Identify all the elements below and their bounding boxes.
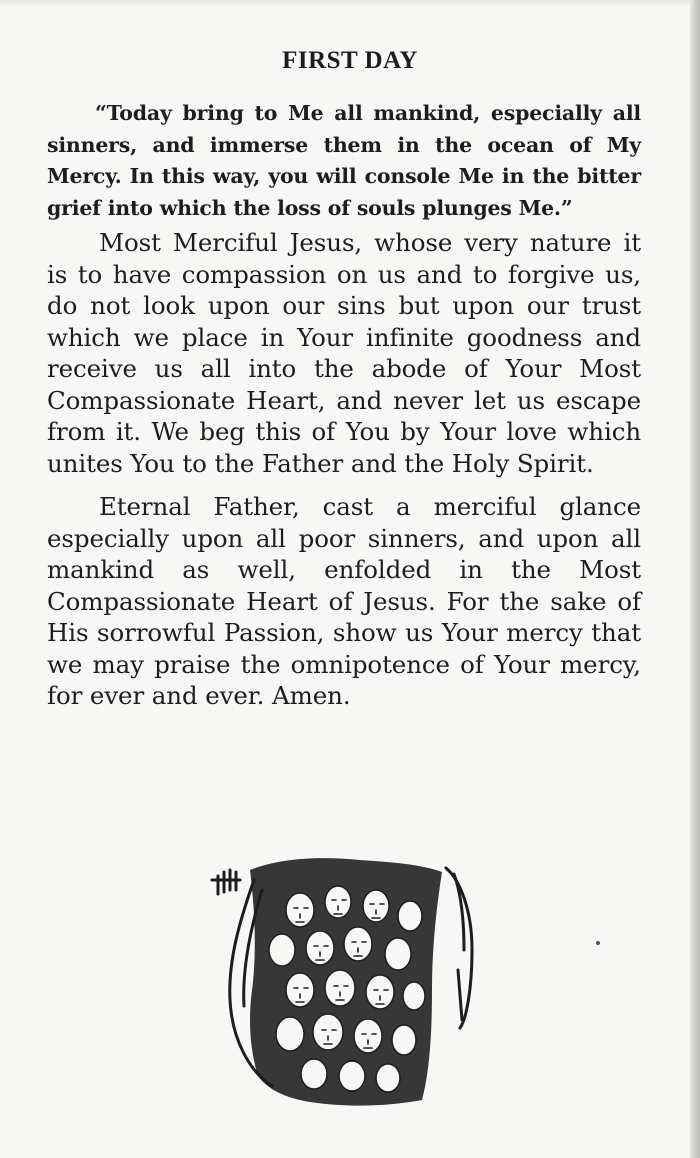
prayer-paragraph-1: Most Merciful Jesus, whose very nature it is to have compassion on us and to forgive us, do not look upon our sins but upon our trust which we place in Your infinite goodness and receive us all into the abode of Your Most Compassionate Heart, and never let us escape from it. We beg this of You by Your love which unites You to the Father and the Holy Spirit. [47,228,641,478]
jesus-quote: “Today bring to Me all mankind, especially all sinners, and immerse them in the ocean of My Mercy. In this way, you will console Me in the bitter grief into which the loss of souls plunges Me.” [47,101,641,220]
prayer-paragraph-2: Eternal Father, cast a merciful glance especially upon all poor sinners, and upon all mankind as well, enfolded in the Most Compassionate Heart of Jesus. For the sake of His sorrowful Passion, show us Your mercy that we may praise the omnipotence of Your mercy, for ever and ever. Amen. [47,492,641,710]
crowd-of-faces-illustration [210,850,490,1118]
page-content [47,44,641,712]
print-speck [596,941,600,945]
page-top-edge [0,0,700,6]
page-right-edge [690,0,700,1158]
page-title: FIRST DAY [282,47,418,74]
